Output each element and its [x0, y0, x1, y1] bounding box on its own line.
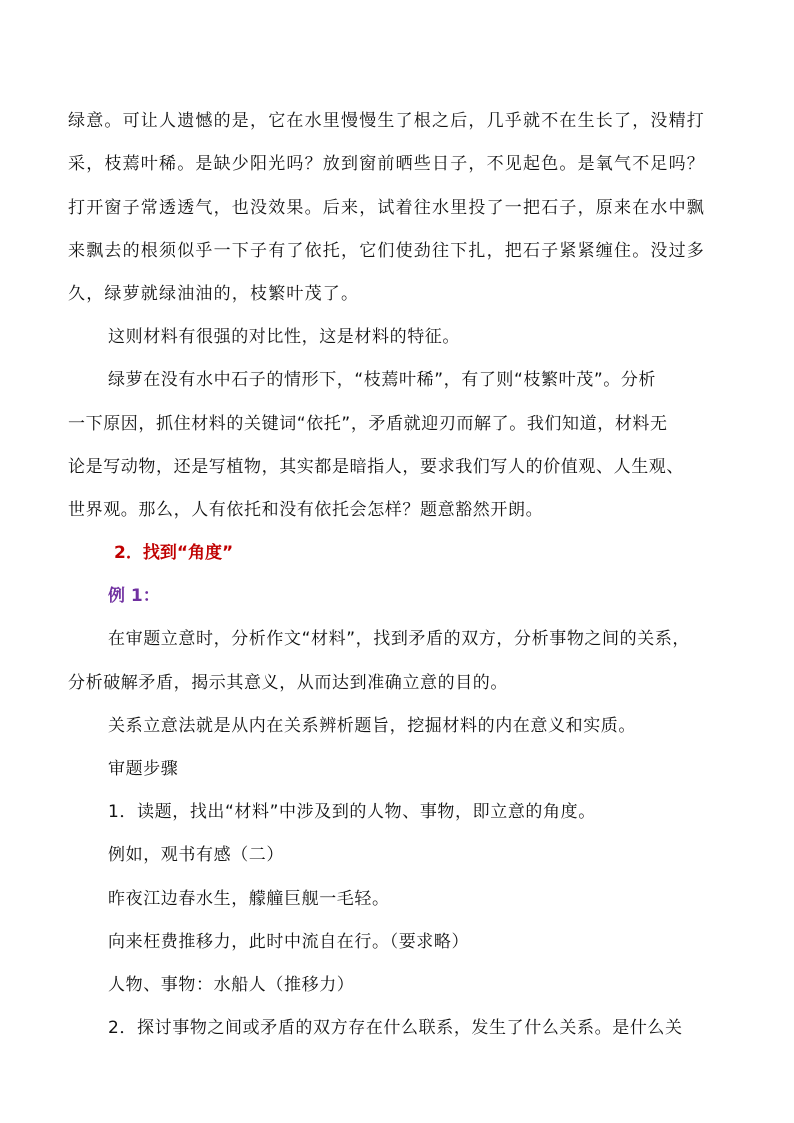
- paragraph-line: 这则材料有很强的对比性，这是材料的特征。: [108, 327, 460, 347]
- paragraph-line: 1．读题，找出“材料”中涉及到的人物、事物，即立意的角度。: [108, 802, 596, 822]
- paragraph-line: 2．探讨事物之间或矛盾的双方存在什么联系，发生了什么关系。是什么关: [108, 1018, 683, 1038]
- paragraph-line: 一下原因，抓住材料的关键词“依托”，矛盾就迎刃而解了。我们知道，材料无: [68, 414, 668, 434]
- section-heading: 2．找到“角度”: [114, 543, 234, 563]
- paragraph-line: 关系立意法就是从内在关系辨析题旨，挖掘材料的内在意义和实质。: [108, 716, 636, 736]
- paragraph-line: 分析破解矛盾，揭示其意义，从而达到准确立意的目的。: [68, 673, 508, 693]
- paragraph-line: 打开窗子常透透气，也没效果。后来，试着往水里投了一把石子，原来在水中飘: [68, 198, 705, 218]
- poem-line: 向来枉费推移力，此时中流自在行。（要求略）: [108, 932, 470, 952]
- paragraph-line: 人物、事物：水船人（推移力）: [108, 975, 355, 995]
- paragraph-line: 绿萝在没有水中石子的情形下，“枝蔫叶稀”，有了则“枝繁叶茂”。分析: [108, 370, 657, 390]
- paragraph-line: 在审题立意时，分析作文“材料”，找到矛盾的双方，分析事物之间的关系，: [108, 629, 691, 649]
- paragraph-line: 绿意。可让人遗憾的是，它在水里慢慢生了根之后，几乎就不在生长了，没精打: [68, 111, 705, 131]
- paragraph-line: 例如，观书有感（二）: [108, 845, 284, 865]
- poem-line: 昨夜江边春水生，艨艟巨舰一毛轻。: [108, 889, 390, 909]
- example-label: 例 1：: [108, 586, 160, 606]
- paragraph-line: 久，绿萝就绿油油的，枝繁叶茂了。: [68, 284, 360, 304]
- paragraph-line: 来飘去的根须似乎一下子有了依托，它们使劲往下扎，把石子紧紧缠住。没过多: [68, 241, 705, 261]
- paragraph-line: 世界观。那么，人有依托和没有依托会怎样？题意豁然开朗。: [68, 500, 544, 520]
- paragraph-line: 论是写动物，还是写植物，其实都是暗指人，要求我们写人的价值观、人生观、: [68, 457, 684, 477]
- paragraph-line: 采，枝蔫叶稀。是缺少阳光吗？放到窗前晒些日子，不见起色。是氧气不足吗？: [68, 154, 705, 174]
- paragraph-line: 审题步骤: [108, 759, 179, 779]
